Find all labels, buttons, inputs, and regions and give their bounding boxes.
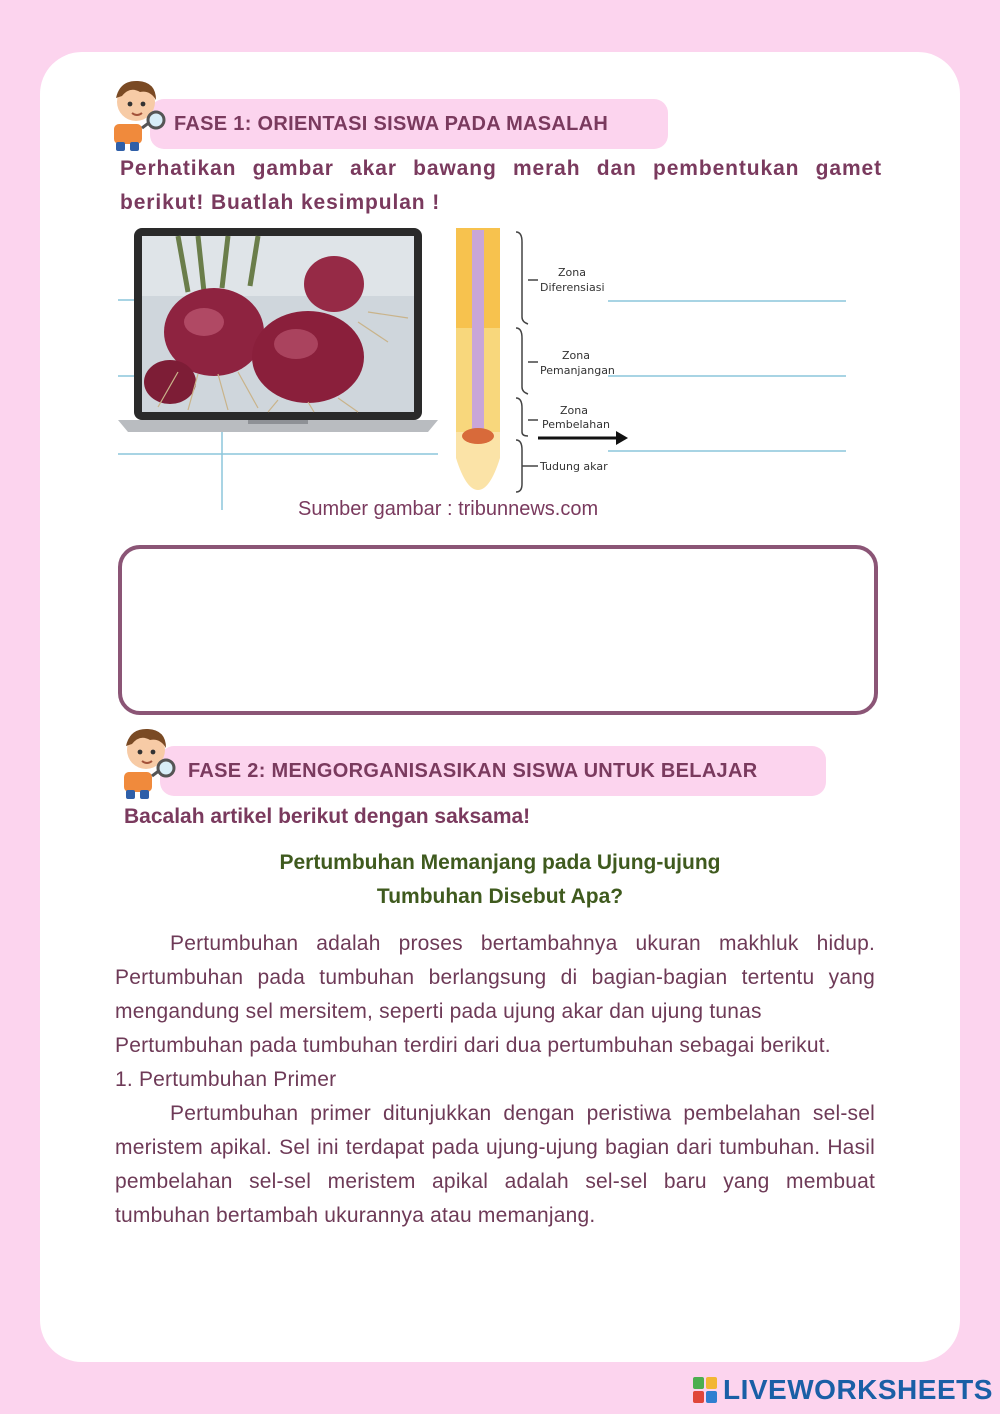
label-zona-pemanjangan-2: Pemanjangan [540, 364, 615, 377]
label-zona-pembelahan-1: Zona [560, 404, 588, 417]
liveworksheets-logo-icon [693, 1377, 717, 1403]
student-magnifier-icon-2 [112, 724, 180, 800]
article-body [115, 927, 875, 1233]
image-source-caption: Sumber gambar : tribunnews.com [298, 498, 599, 520]
phase2-instruction: Bacalah artikel berikut dengan saksama! [124, 805, 531, 828]
phase2-title: FASE 2: MENGORGANISASIKAN SISWA UNTUK BELAJAR [188, 759, 758, 782]
article-subheading-primer: 1. Pertumbuhan Primer [115, 1068, 337, 1091]
laptop-photo [118, 228, 438, 432]
label-tudung-akar: Tudung akar [540, 460, 608, 473]
root-zone-diagram [456, 228, 628, 492]
phase1-title: FASE 1: ORIENTASI SISWA PADA MASALAH [174, 112, 609, 135]
phase1-banner [150, 99, 668, 149]
liveworksheets-logo [693, 1374, 993, 1406]
article-paragraph-1: Pertumbuhan adalah proses bertambahnya ukuran makhluk hidup. Pertumbuhan pada tumbuhan berlangsung di bagian-bagian tertentu yang mengandung sel mersitem, seperti pada ujung akar dan ujung tunas [115, 932, 875, 1023]
label-zona-pemanjangan-1: Zona [562, 349, 590, 362]
student-magnifier-icon [102, 76, 170, 152]
phase1-instruction: Perhatikan gambar akar bawang merah dan pembentukan gamet berikut! Buatlah kesimpulan ! [120, 157, 882, 214]
conclusion-answer-box[interactable] [118, 545, 878, 715]
onion-root-figure [118, 222, 848, 512]
phase2-banner [160, 746, 826, 796]
article-paragraph-2: Pertumbuhan pada tumbuhan terdiri dari dua pertumbuhan sebagai berikut. [115, 1034, 831, 1057]
article-paragraph-3: Pertumbuhan primer ditunjukkan dengan peristiwa pembelahan sel-sel meristem apikal. Sel ini terdapat pada ujung-ujung bagian dari tumbuhan. Hasil pembelahan sel-sel meristem apikal adalah sel-sel baru yang membuat tumbuhan bertambah ukurannya atau memanjang. [115, 1102, 875, 1227]
label-zona-diferensiasi-2: Diferensiasi [540, 281, 605, 294]
label-zona-pembelahan-2: Pembelahan [542, 418, 610, 431]
article-title-line2: Tumbuhan Disebut Apa? [376, 885, 624, 908]
article-title-line1: Pertumbuhan Memanjang pada Ujung-ujung [279, 851, 721, 874]
liveworksheets-logo-text: LIVEWORKSHEETS [723, 1374, 993, 1405]
label-zona-diferensiasi-1: Zona [558, 266, 586, 279]
